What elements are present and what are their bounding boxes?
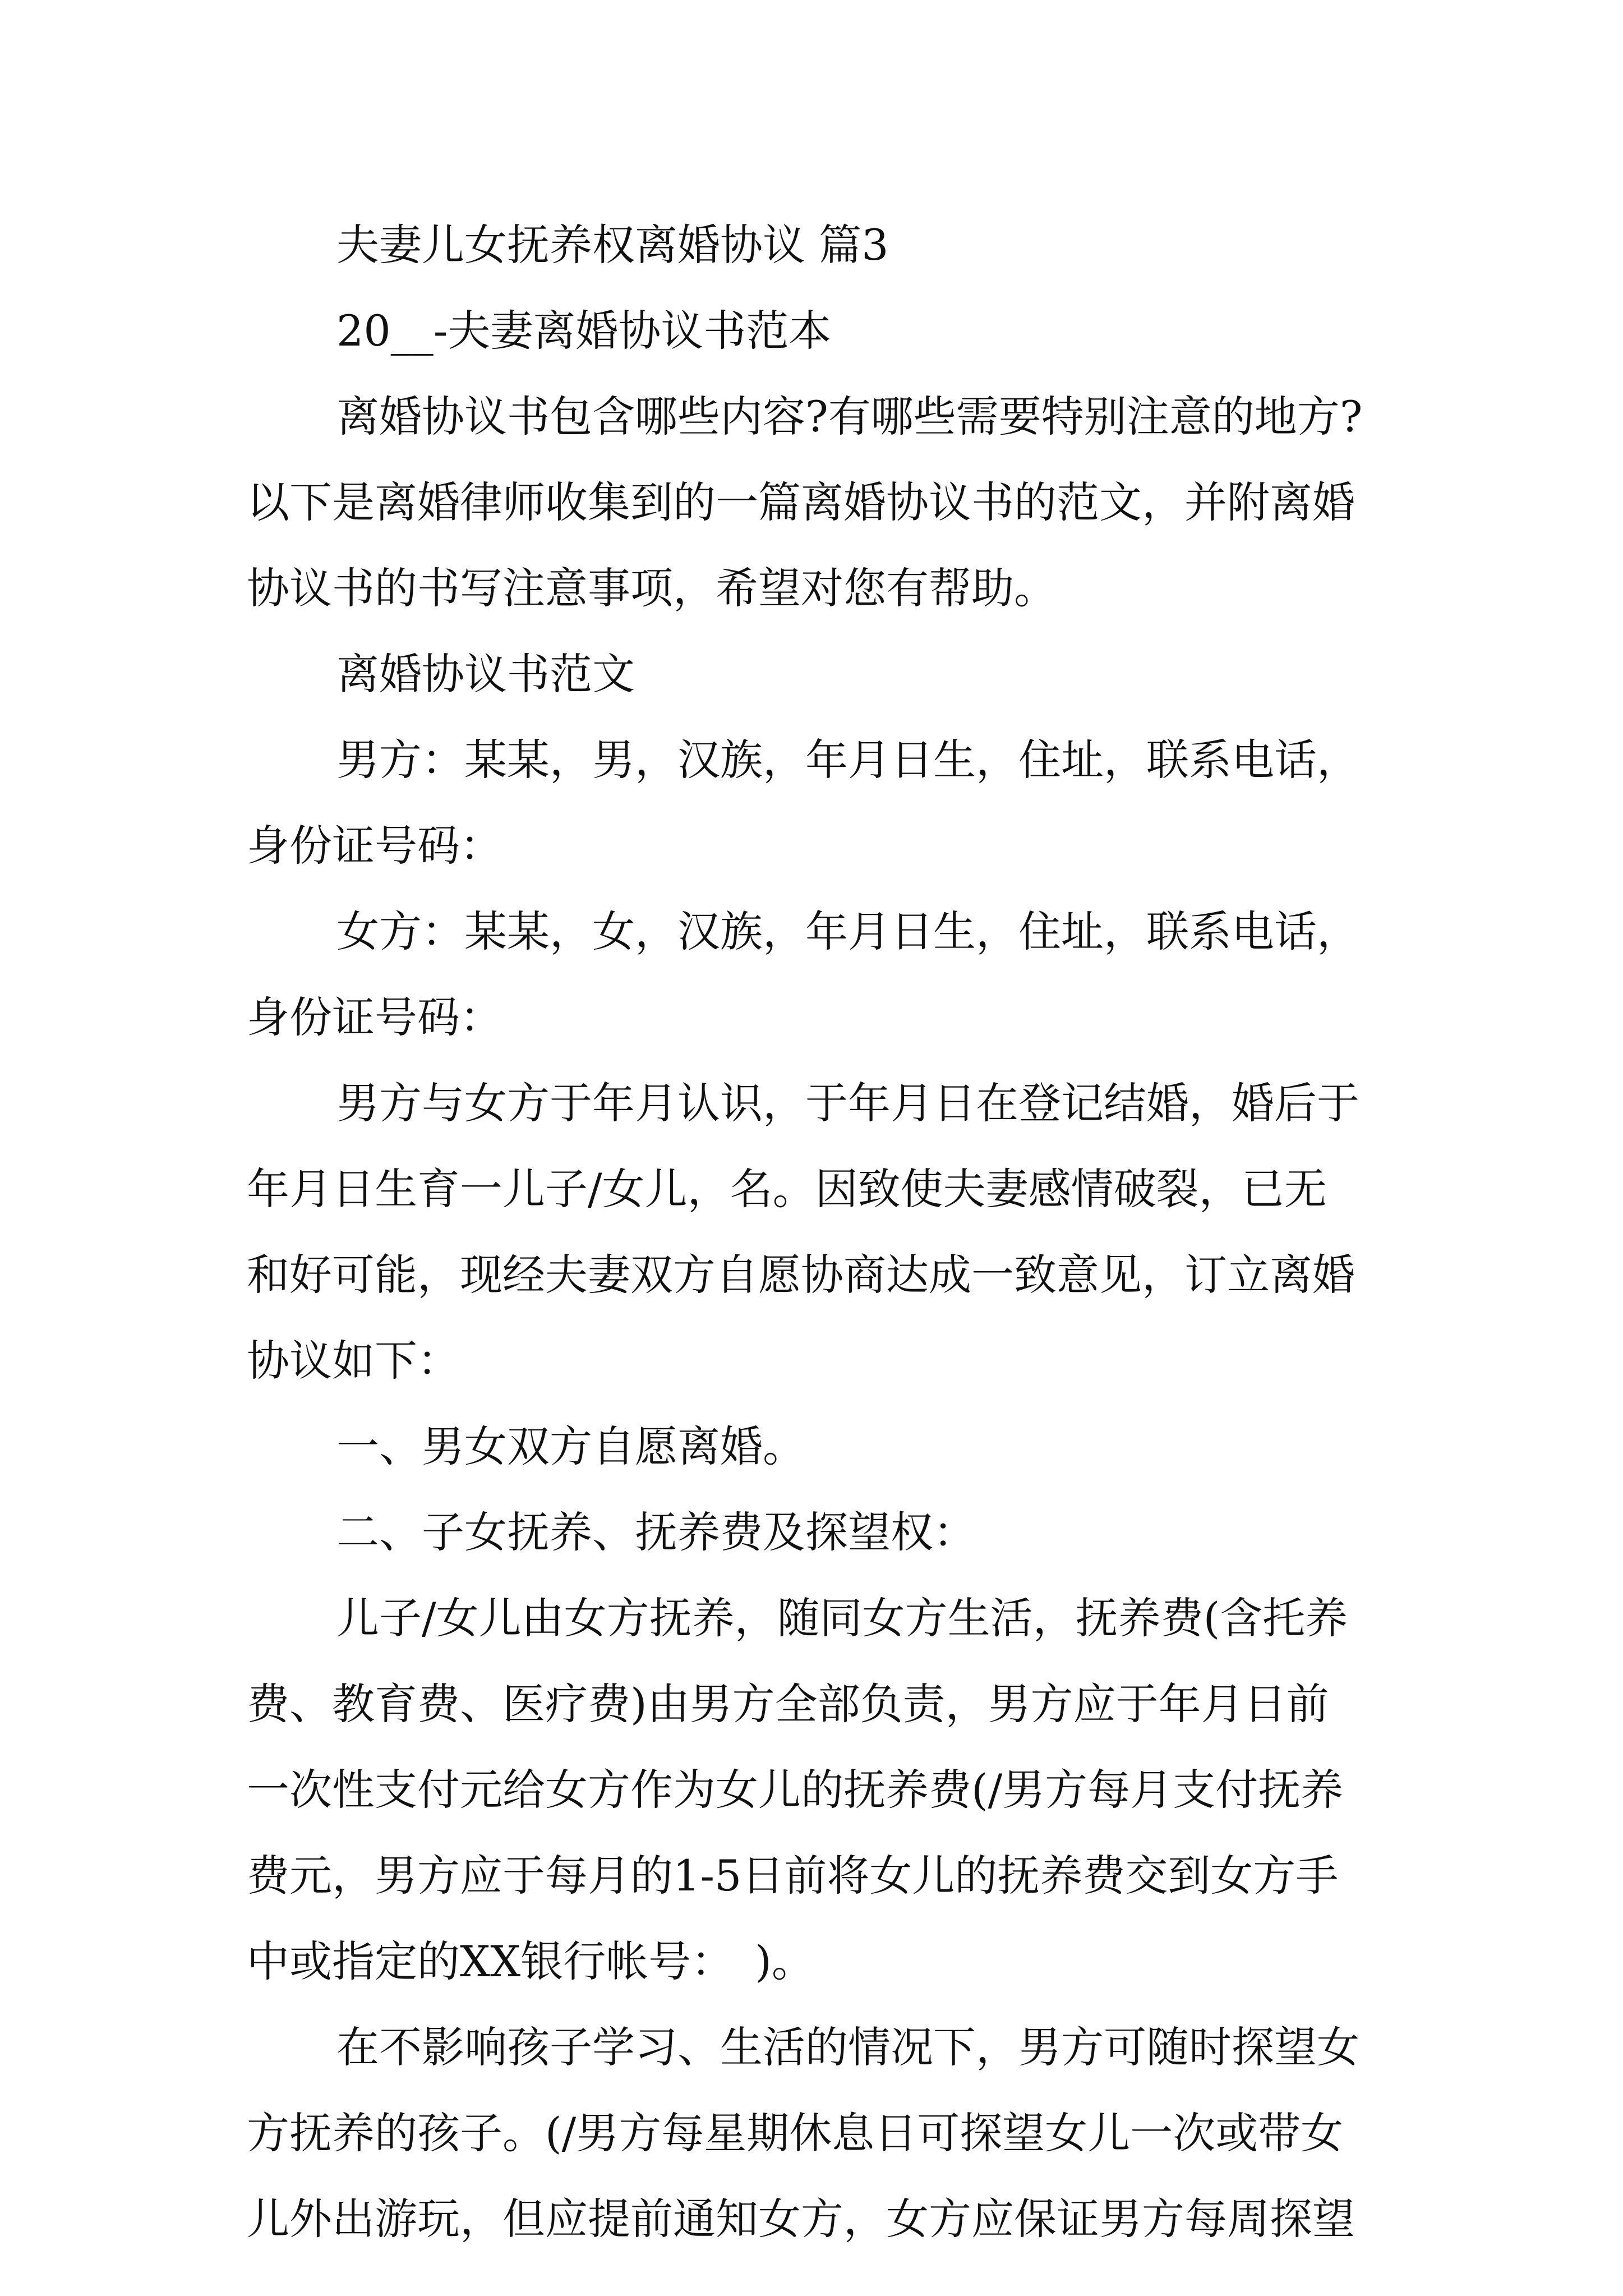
paragraph-line: 年月日生育一儿子/女儿，名。因致使夫妻感情破裂，已无 [247,1164,1327,1214]
clause-two-heading: 二、子女抚养、抚养费及探望权： [336,1507,976,1557]
male-party-line: 男方：某某，男，汉族，年月日生，住址，联系电话， [336,735,1359,785]
paragraph-line: 男方与女方于年月认识，于年月日在登记结婚，婚后于 [336,1078,1359,1128]
paragraph-line: 中或指定的XX银行帐号： )。 [247,1936,814,1986]
sample-heading: 离婚协议书范文 [336,649,635,699]
paragraph-line: 儿子/女儿由女方抚养，随同女方生活，抚养费(含托养 [336,1593,1348,1643]
female-id-line: 身份证号码： [247,992,502,1042]
paragraph-line: 方抚养的孩子。(/男方每星期休息日可探望女儿一次或带女 [247,2108,1344,2158]
male-id-line: 身份证号码： [247,821,502,871]
paragraph-line: 和好可能，现经夫妻双方自愿协商达成一致意见，订立离婚 [247,1250,1355,1300]
paragraph-line: 一次性支付元给女方作为女儿的抚养费(/男方每月支付抚养 [247,1765,1344,1815]
clause-one: 一、男女双方自愿离婚。 [336,1421,805,1471]
paragraph-line: 费、教育费、医疗费)由男方全部负责，男方应于年月日前 [247,1679,1329,1729]
paragraph-line: 费元，男方应于每月的1-5日前将女儿的抚养费交到女方手 [247,1851,1339,1901]
paragraph-line: 以下是离婚律师收集到的一篇离婚协议书的范文，并附离婚 [247,477,1355,527]
paragraph-line: 协议书的书写注意事项，希望对您有帮助。 [247,563,1057,613]
document-title: 20__-夫妻离婚协议书范本 [336,306,832,356]
document-body [247,202,1374,2262]
paragraph-line: 儿外出游玩，但应提前通知女方，女方应保证男方每周探望 [247,2194,1355,2244]
paragraph-line: 离婚协议书包含哪些内容?有哪些需要特别注意的地方? [336,392,1363,441]
section-title: 夫妻儿女抚养权离婚协议 篇3 [336,220,889,270]
female-party-line: 女方：某某，女，汉族，年月日生，住址，联系电话， [336,907,1359,956]
paragraph-line: 在不影响孩子学习、生活的情况下，男方可随时探望女 [336,2022,1359,2072]
paragraph-line: 协议如下： [247,1336,460,1386]
